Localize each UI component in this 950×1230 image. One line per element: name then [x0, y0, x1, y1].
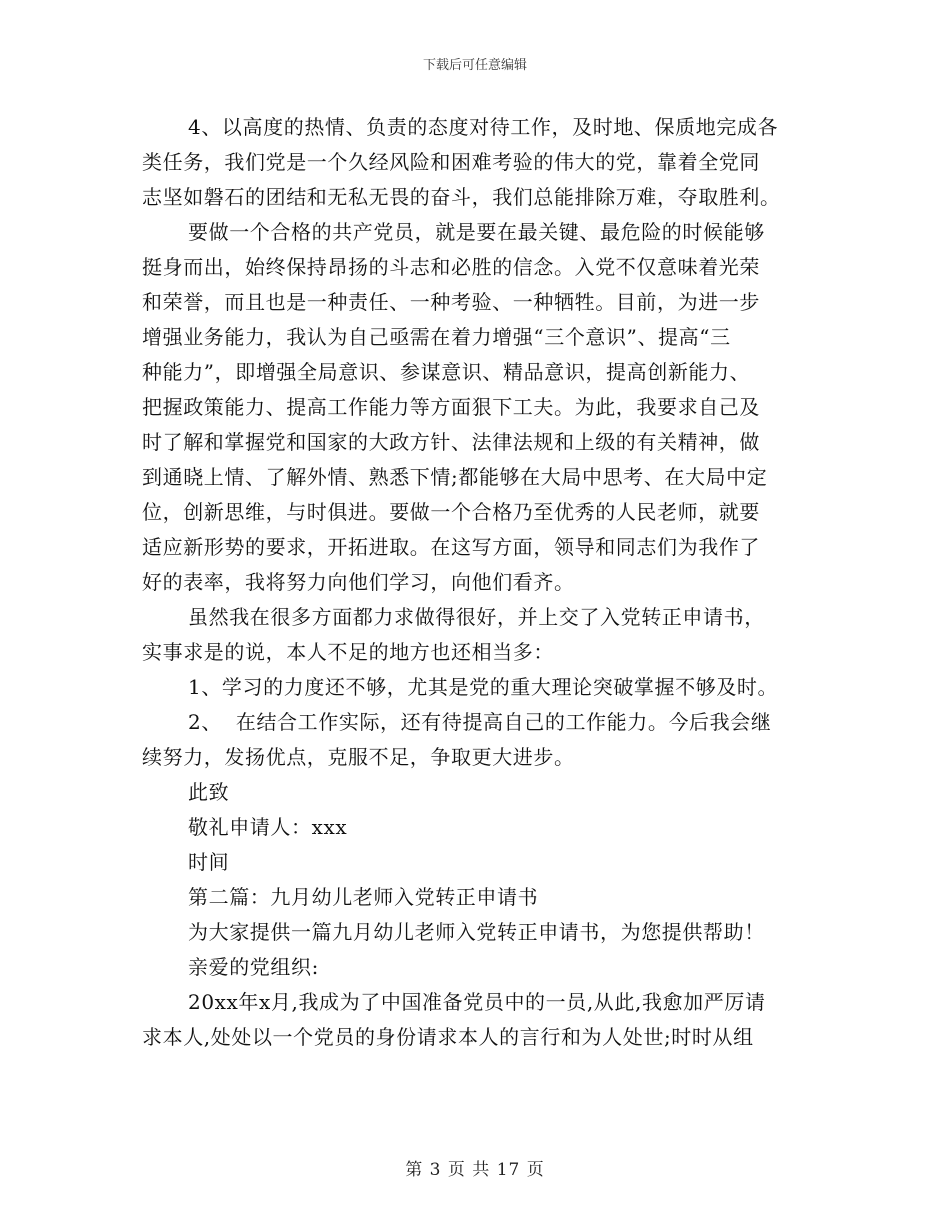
- salutation-line: 亲爱的党组织:: [188, 955, 319, 979]
- paragraph-line: 时了解和掌握党和国家的大政方针、法律法规和上级的有关精神，做: [142, 430, 760, 454]
- paragraph-line: 到通晓上情、了解外情、熟悉下情;都能够在大局中思考、在大局中定: [142, 465, 768, 489]
- list-item: 2、 在结合工作实际，还有待提高自己的工作能力。今后我会继: [188, 710, 772, 734]
- paragraph-line: 续努力，发扬优点，克服不足，争取更大进步。: [142, 745, 575, 769]
- paragraph-line: 要做一个合格的共产党员，就是要在最关键、最危险的时候能够: [188, 220, 765, 244]
- paragraph-line: 20xx年x月,我成为了中国准备党员中的一员,从此,我愈加严厉请: [188, 990, 766, 1014]
- paragraph-line: 好的表率，我将努力向他们学习，向他们看齐。: [142, 570, 575, 594]
- paragraph-line: 4、以高度的热情、负责的态度对待工作，及时地、保质地完成各: [188, 115, 779, 139]
- paragraph-line: 种能力”，即增强全局意识、参谋意识、精品意识，提高创新能力、: [142, 360, 751, 384]
- closing-line: 此致: [188, 780, 230, 804]
- list-item: 1、学习的力度还不够，尤其是党的重大理论突破掌握不够及时。: [188, 675, 779, 699]
- page-footer: 第 3 页 共 17 页: [405, 1160, 545, 1180]
- page-header: 下载后可任意编辑: [422, 58, 527, 73]
- paragraph-line: 和荣誉，而且也是一种责任、一种考验、一种牺牲。目前，为进一步: [142, 290, 760, 314]
- paragraph-line: 求本人,处处以一个党员的身份请求本人的言行和为人处世;时时从组: [142, 1025, 754, 1049]
- signature-line: 敬礼申请人：xxx: [188, 815, 348, 839]
- paragraph-line: 虽然我在很多方面都力求做得很好，并上交了入党转正申请书，: [188, 605, 765, 629]
- paragraph-line: 适应新形势的要求，开拓进取。在这写方面，领导和同志们为我作了: [142, 535, 760, 559]
- date-line: 时间: [188, 850, 230, 874]
- section-title: 第二篇：九月幼儿老师入党转正申请书: [188, 885, 539, 909]
- paragraph-line: 类任务，我们党是一个久经风险和困难考验的伟大的党，靠着全党同: [142, 150, 760, 174]
- paragraph-line: 把握政策能力、提高工作能力等方面狠下工夫。为此，我要求自己及: [142, 395, 760, 419]
- document-body: [142, 110, 810, 1055]
- paragraph-line: 实事求是的说，本人不足的地方也还相当多：: [142, 640, 554, 664]
- paragraph-line: 位，创新思维，与时俱进。要做一个合格乃至优秀的人民老师，就要: [142, 500, 760, 524]
- paragraph-line: 志坚如磐石的团结和无私无畏的奋斗，我们总能排除万难，夺取胜利。: [142, 185, 781, 209]
- paragraph-line: 挺身而出，始终保持昂扬的斗志和必胜的信念。入党不仅意味着光荣: [142, 255, 760, 279]
- paragraph-line: 增强业务能力，我认为自己亟需在着力增强“三个意识”、提高“三: [142, 325, 731, 349]
- paragraph-line: 为大家提供一篇九月幼儿老师入党转正申请书，为您提供帮助！: [188, 920, 765, 944]
